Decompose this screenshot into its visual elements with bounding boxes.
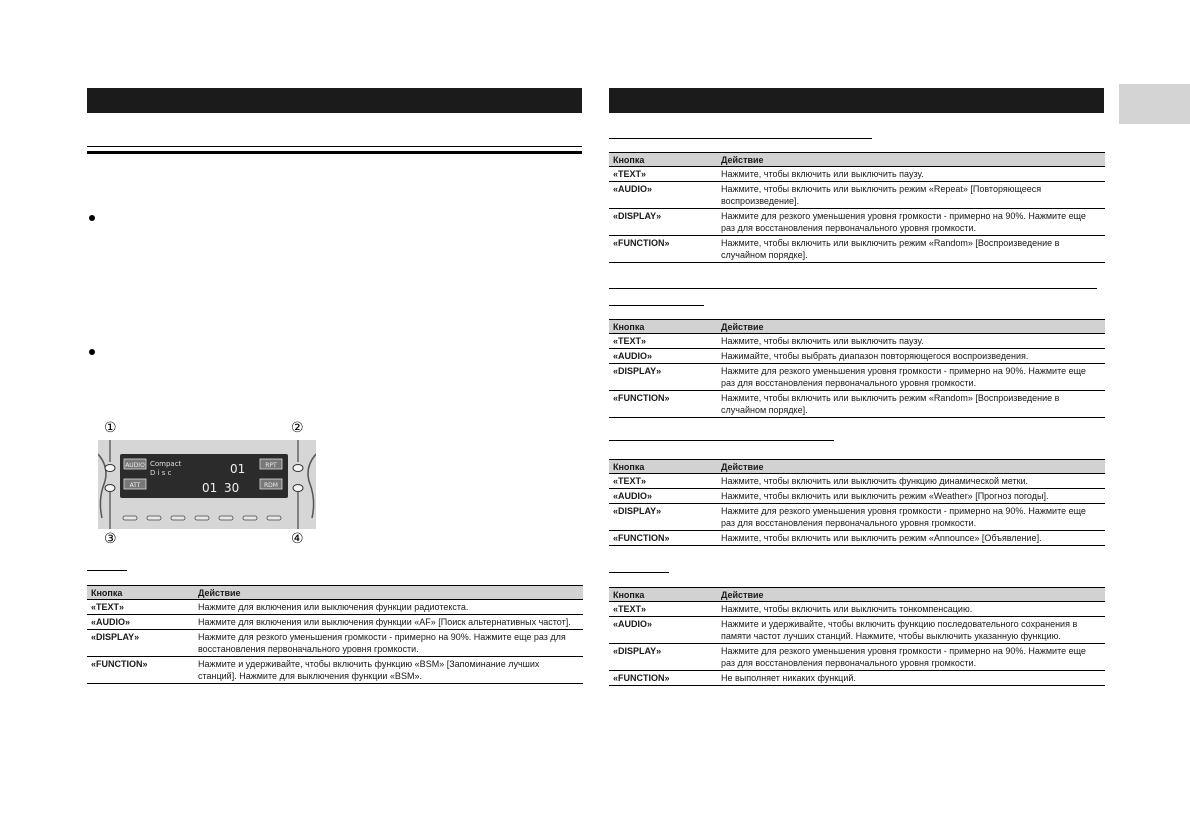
table-row: «FUNCTION» Нажмите, чтобы включить или выключить режим «Random» [Воспроизведение в случайном порядке]. [609,236,1105,263]
subsection-underline [87,570,127,571]
table-row: «AUDIO» Нажмите, чтобы включить или выключить режим «Repeat» [Повторяющееся воспроизведение]. [609,182,1105,209]
lcd-icon-text: AUDIO [125,462,145,469]
table-row: «AUDIO» Нажмите, чтобы включить или выключить режим «Weather» [Прогноз погоды]. [609,489,1105,504]
subsection-underline [609,440,834,441]
subsection-underline [609,138,872,139]
radio-action-table [87,585,583,684]
callout-3: ③ [104,530,117,546]
table-row: «AUDIO» Нажимайте, чтобы выбрать диапазон повторяющегося воспроизведения. [609,349,1105,364]
table-row: «DISPLAY» Нажмите для резкого уменьшения уровня громкости - примерно на 90%. Нажмите еще раз для восстановления первоначального уровня громкости. [609,504,1105,531]
table-header-action: Действие [717,588,1105,602]
table-row: «TEXT» Нажмите, чтобы включить или выключить функцию динамической метки. [609,474,1105,489]
function-button[interactable] [293,485,303,492]
subsection-underline [609,288,1097,289]
table-header-key: Кнопка [609,153,717,167]
callout-1: ① [104,419,117,435]
table-header-action: Действие [194,586,583,600]
table-row: «TEXT» Нажмите, чтобы включить или выключить тонкомпенсацию. [609,602,1105,617]
right-header-bar [609,88,1104,113]
bullet [89,215,95,221]
bullet [89,349,95,355]
lcd-icon-text: RDM [264,482,278,489]
table-row: «AUDIO» Нажмите для включения или выключения функции «AF» [Поиск альтернативных частот]. [87,615,583,630]
table-header-action: Действие [717,320,1105,334]
time-minutes: 01 [202,481,218,495]
disc-label: Compact [150,460,182,468]
table-row: «TEXT» Нажмите, чтобы включить или выключить паузу. [609,167,1105,182]
text-button[interactable] [105,465,115,472]
lcd-icon-text: ATT [129,482,141,489]
table-row: «DISPLAY» Нажмите для резкого уменьшения уровня громкости - примерно на 90%. Нажмите еще раз для восстановления первоначального уровня громкости. [609,644,1105,671]
section-rule-thick [87,151,582,154]
audio-button[interactable] [105,485,115,492]
table-row: «DISPLAY» Нажмите для резкого уменьшения громкости - примерно на 90%. Нажмите еще раз для восстановления первоначального уровня громкости. [87,630,583,657]
table-row: «AUDIO» Нажмите и удерживайте, чтобы включить функцию последовательного сохранения в памяти частот лучших станций. Нажмите, чтобы выключить указанную функцию. [609,617,1105,644]
table-header-key: Кнопка [609,320,717,334]
table-row: «DISPLAY» Нажмите для резкого уменьшения уровня громкости - примерно на 90%. Нажмите еще раз для восстановления первоначального уровня громкости. [609,209,1105,236]
car-stereo-panel [98,440,316,529]
table-header-key: Кнопка [87,586,194,600]
tuner-action-table [609,459,1105,546]
disc-label-2: D i s c [150,469,172,477]
section-rule-top [87,146,582,147]
table-row: «FUNCTION» Нажмите, чтобы включить или выключить режим «Announce» [Объявление]. [609,531,1105,546]
time-seconds: 30 [224,481,240,495]
table-header-action: Действие [717,460,1105,474]
subsection-underline [609,572,669,573]
table-header-key: Кнопка [609,588,717,602]
other-action-table [609,587,1105,686]
track-number: 01 [230,462,246,476]
display-button[interactable] [293,465,303,472]
table-header-key: Кнопка [609,460,717,474]
car-stereo-illustration [98,440,316,529]
subsection-underline [609,305,704,306]
side-tab [1119,84,1190,124]
callout-4: ④ [291,530,304,546]
table-row: «TEXT» Нажмите, чтобы включить или выключить паузу. [609,334,1105,349]
table-row: «FUNCTION» Нажмите и удерживайте, чтобы включить функцию «BSM» [Запоминание лучших станций]. Нажмите для выключения функции «BSM». [87,657,583,684]
cd-action-table [609,152,1105,263]
table-header-action: Действие [717,153,1105,167]
table-row: «FUNCTION» Нажмите, чтобы включить или выключить режим «Random» [Воспроизведение в случайном порядке]. [609,391,1105,418]
table-row: «FUNCTION» Не выполняет никаких функций. [609,671,1105,686]
lcd-icon-text: RPT [265,462,277,469]
changer-action-table [609,319,1105,418]
left-header-bar [87,88,582,113]
table-row: «DISPLAY» Нажмите для резкого уменьшения уровня громкости - примерно на 90%. Нажмите еще раз для восстановления первоначального уровня громкости. [609,364,1105,391]
callout-2: ② [291,419,304,435]
table-row: «TEXT» Нажмите для включения или выключения функции радиотекста. [87,600,583,615]
